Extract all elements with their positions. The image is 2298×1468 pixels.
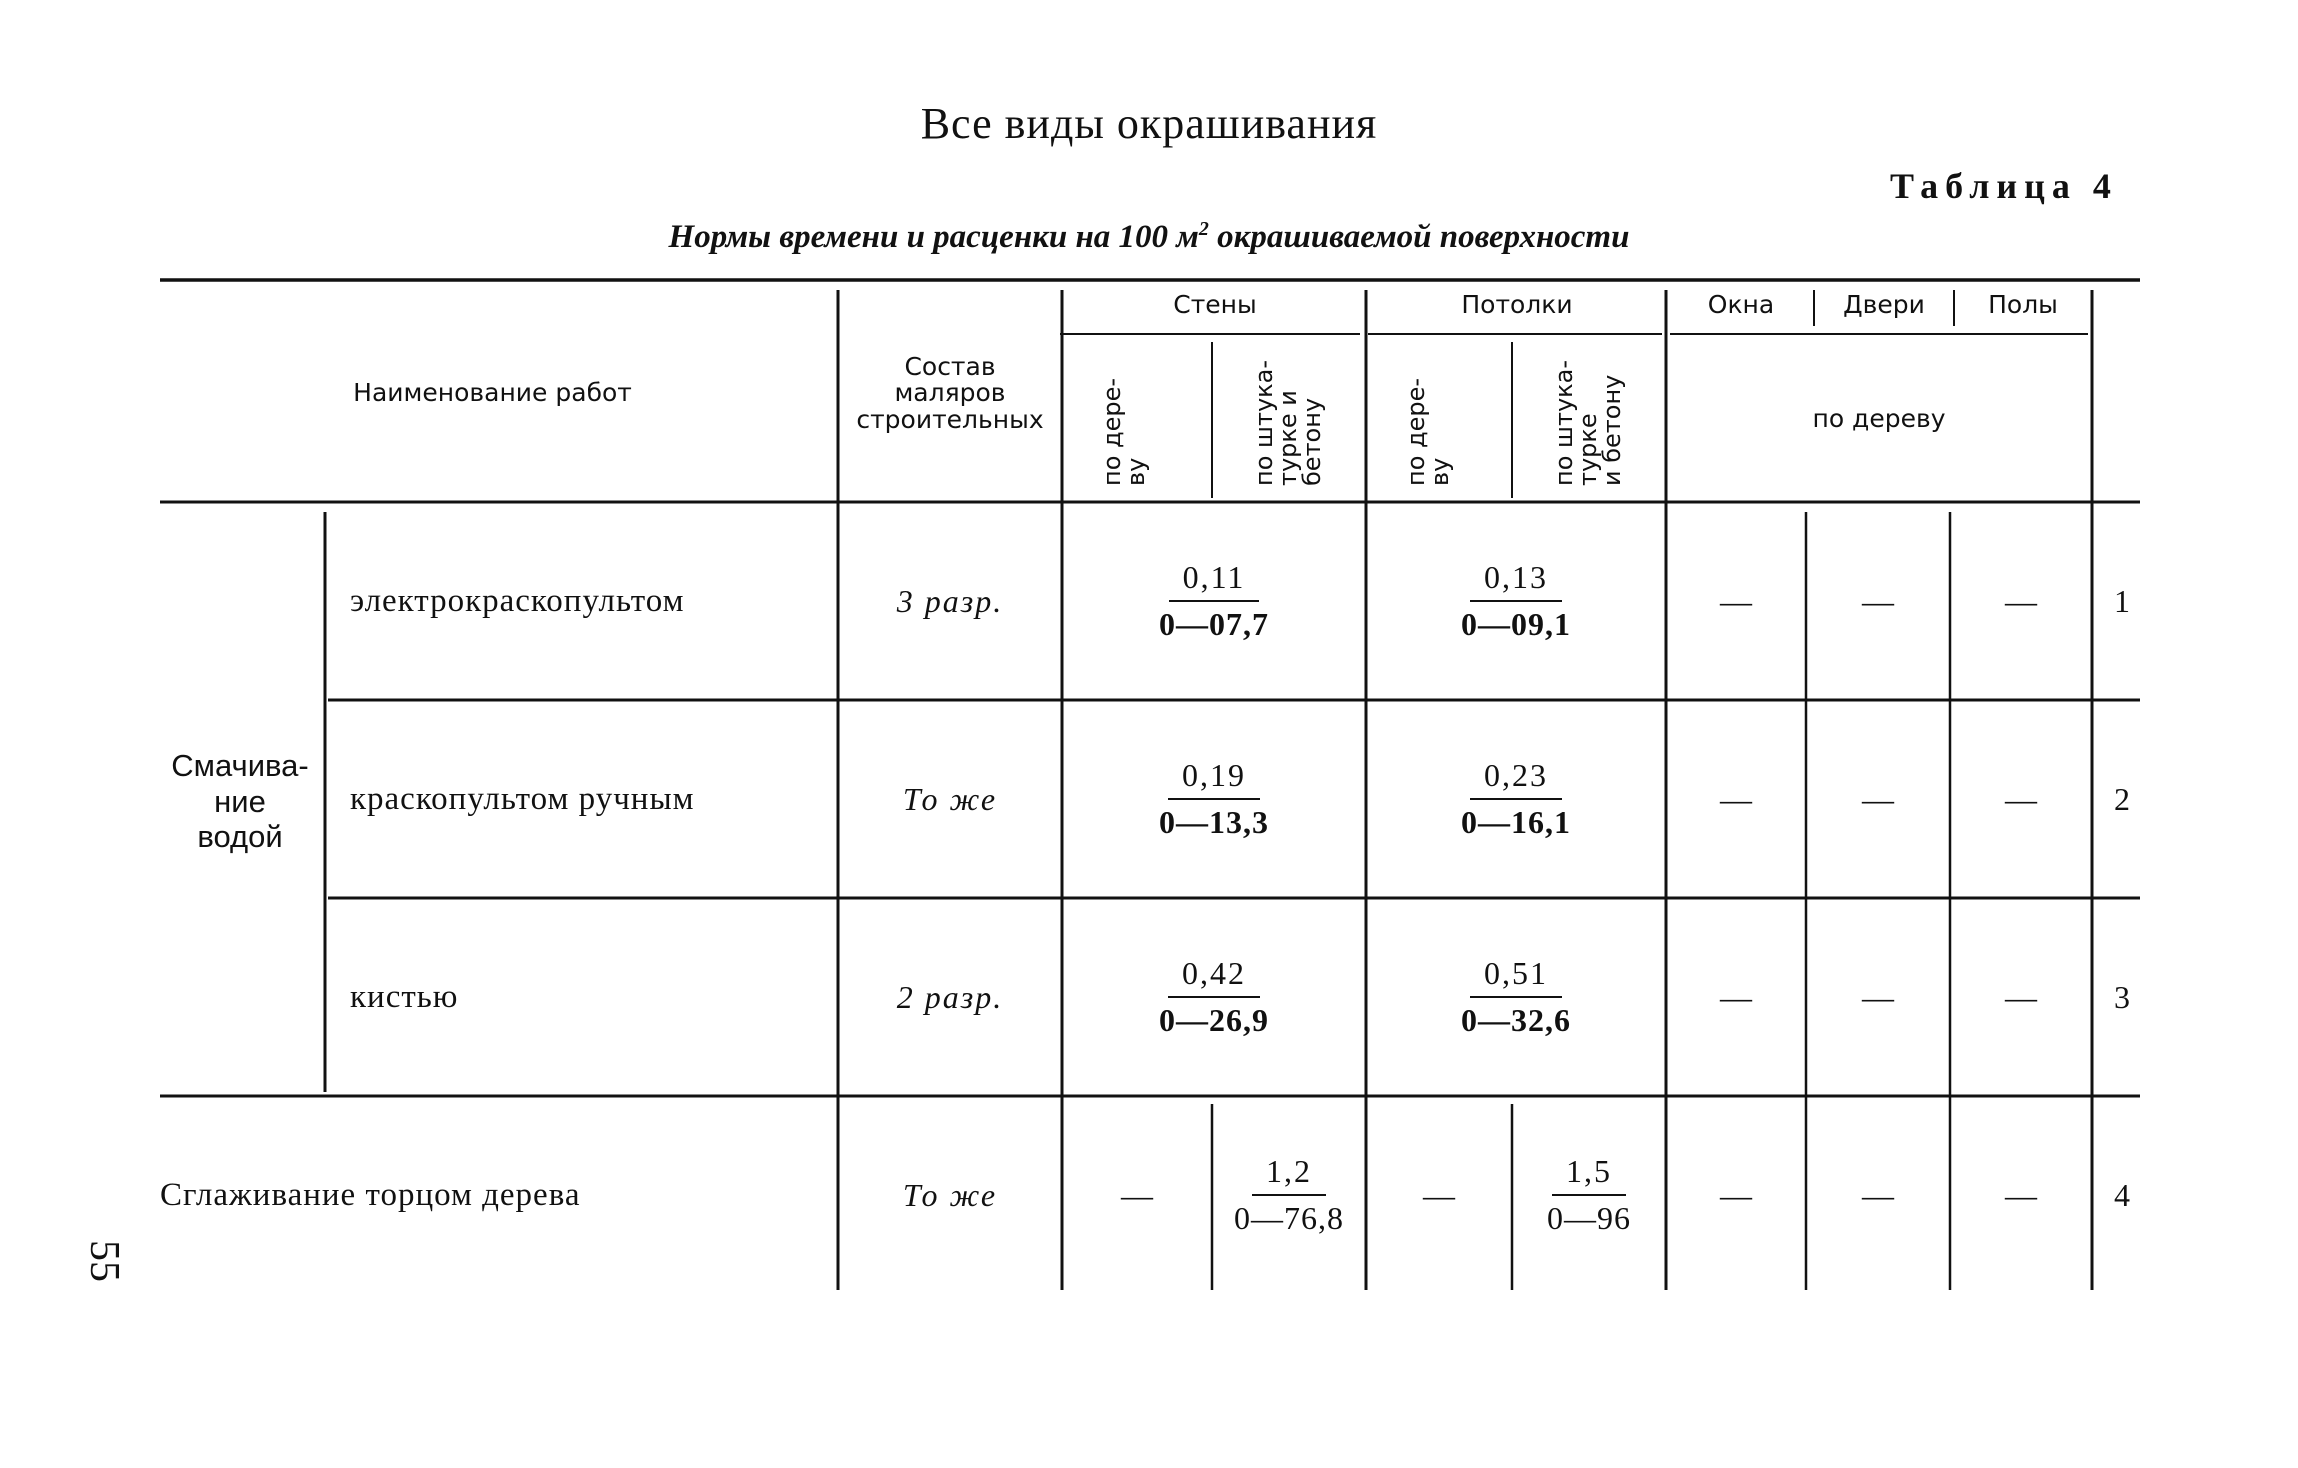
page-title: Все виды окрашивания bbox=[920, 99, 1378, 148]
ceilings-fraction bbox=[1461, 559, 1571, 643]
table-row-2-walls bbox=[1064, 704, 1364, 894]
table-row-4-doors: — bbox=[1862, 1176, 1894, 1213]
table-row-4-name: Сглаживание торцом дерева bbox=[160, 1176, 581, 1213]
subtitle-main: Нормы времени и расценки на 100 м bbox=[668, 219, 1199, 255]
header-ceil-by-wood: по дере- ву bbox=[1402, 377, 1454, 486]
table-row-2-number: 2 bbox=[2114, 780, 2130, 817]
table-row-2-crew: То же bbox=[902, 780, 998, 817]
table-row-2-doors: — bbox=[1862, 780, 1894, 817]
table-row-2-name: краскопультом ручным bbox=[350, 780, 695, 817]
header-walls: Стены bbox=[1173, 290, 1257, 319]
header-ceilings: Потолки bbox=[1461, 290, 1573, 319]
table-row-1-name: электрокраскопультом bbox=[350, 582, 685, 619]
subtitle-superscript: 2 bbox=[1198, 218, 1209, 240]
rate-value: 0—13,3 bbox=[1159, 804, 1269, 840]
norm-value: 0,11 bbox=[1169, 559, 1260, 602]
table-row-3-number: 3 bbox=[2114, 978, 2130, 1015]
header-windows: Окна bbox=[1707, 290, 1775, 319]
rate-value: 0—16,1 bbox=[1461, 804, 1571, 840]
page-number: 55 bbox=[81, 1240, 127, 1282]
table-row-1-number: 1 bbox=[2114, 582, 2130, 619]
header-work-name: Наименование работ bbox=[353, 378, 632, 407]
walls-plaster-fraction bbox=[1234, 1153, 1344, 1237]
header-doors: Двери bbox=[1843, 290, 1925, 319]
table-row-3-name: кистью bbox=[350, 978, 459, 1015]
rate-value: 0—26,9 bbox=[1159, 1002, 1269, 1038]
table-row-4-windows: — bbox=[1720, 1176, 1752, 1213]
table-row-3-windows: — bbox=[1720, 978, 1752, 1015]
ceilings-fraction bbox=[1461, 757, 1571, 841]
norm-value: 1,2 bbox=[1252, 1153, 1326, 1196]
norm-value: 0,42 bbox=[1168, 955, 1260, 998]
table-row-1-crew: 3 разр. bbox=[896, 582, 1004, 619]
table-row-3-floors: — bbox=[2005, 978, 2037, 1015]
table-row-1-windows: — bbox=[1720, 582, 1752, 619]
table-row-3-doors: — bbox=[1862, 978, 1894, 1015]
table-row-1-ceilings bbox=[1368, 506, 1664, 696]
header-by-wood-common: по дереву bbox=[1812, 404, 1946, 433]
table-row-4-walls-wood: — bbox=[1121, 1176, 1153, 1213]
header-walls-by-plaster: по штука- турке и бетону bbox=[1250, 359, 1326, 486]
norm-value: 0,51 bbox=[1470, 955, 1562, 998]
table-row-4-floors: — bbox=[2005, 1176, 2037, 1213]
norm-value: 1,5 bbox=[1552, 1153, 1626, 1196]
rate-value: 0—96 bbox=[1547, 1200, 1631, 1236]
table-row-2-windows: — bbox=[1720, 780, 1752, 817]
ceil-plaster-fraction bbox=[1547, 1153, 1631, 1237]
table-row-4-walls-plaster bbox=[1214, 1100, 1364, 1290]
norm-value: 0,19 bbox=[1168, 757, 1260, 800]
table-row-4-crew: То же bbox=[902, 1176, 998, 1213]
header-floors: Полы bbox=[1988, 290, 2058, 319]
header-ceil-by-plaster: по штука- турке и бетону bbox=[1550, 359, 1626, 486]
table-row-2-ceilings bbox=[1368, 704, 1664, 894]
ceilings-fraction bbox=[1461, 955, 1571, 1039]
subtitle-tail: окрашиваемой поверхности bbox=[1208, 219, 1630, 255]
rate-value: 0—09,1 bbox=[1461, 606, 1571, 642]
table-row-3-crew: 2 разр. bbox=[896, 978, 1004, 1015]
header-crew: Состав маляров строительных bbox=[856, 352, 1044, 434]
walls-fraction bbox=[1159, 955, 1269, 1039]
walls-fraction bbox=[1159, 757, 1269, 841]
rate-value: 0—32,6 bbox=[1461, 1002, 1571, 1038]
table-row-4-ceil-wood: — bbox=[1423, 1176, 1455, 1213]
group-label-wetting: Смачива- ние водой bbox=[171, 748, 309, 855]
norm-value: 0,13 bbox=[1470, 559, 1562, 602]
table-row-4-ceil-plaster bbox=[1514, 1100, 1664, 1290]
norm-value: 0,23 bbox=[1470, 757, 1562, 800]
table-label: Таблица 4 bbox=[1890, 166, 2118, 206]
rate-value: 0—76,8 bbox=[1234, 1200, 1344, 1236]
header-walls-by-wood: по дере- ву bbox=[1098, 377, 1150, 486]
table-row-1-walls bbox=[1064, 506, 1364, 696]
walls-fraction bbox=[1159, 559, 1269, 643]
table-row-1-doors: — bbox=[1862, 582, 1894, 619]
table-row-4-number: 4 bbox=[2114, 1176, 2130, 1213]
table-row-2-floors: — bbox=[2005, 780, 2037, 817]
rate-value: 0—07,7 bbox=[1159, 606, 1269, 642]
table-row-3-ceilings bbox=[1368, 902, 1664, 1092]
table-row-3-walls bbox=[1064, 902, 1364, 1092]
table-row-1-floors: — bbox=[2005, 582, 2037, 619]
